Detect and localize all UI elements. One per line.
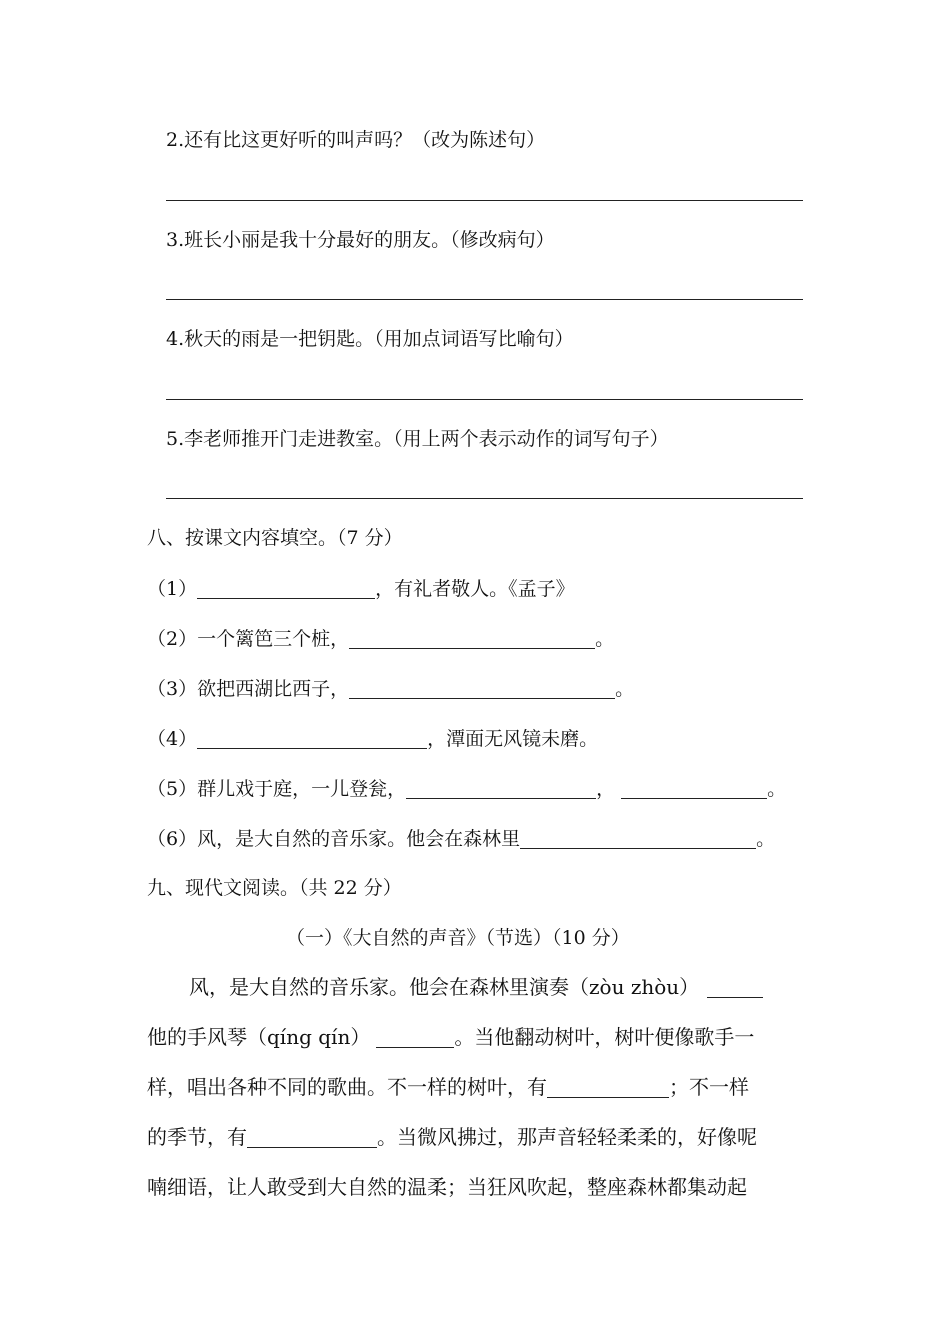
answer-line-4[interactable] xyxy=(166,399,803,400)
item-text: ， xyxy=(596,778,616,800)
fill-blank[interactable] xyxy=(349,628,595,649)
answer-line-5[interactable] xyxy=(166,498,803,499)
passage-text: 。当他翻动树叶，树叶便像歌手一 xyxy=(454,1025,755,1049)
item-number: （2） xyxy=(147,628,198,650)
fill-item-1 xyxy=(147,576,575,602)
item-number: （3） xyxy=(147,678,198,700)
question-2-text: 2.还有比这更好听的叫声吗？（改为陈述句） xyxy=(166,129,546,151)
question-4-text: 4.秋天的雨是一把钥匙。（用加点词语写比喻句） xyxy=(166,328,574,350)
fill-blank[interactable] xyxy=(707,977,763,998)
passage-line-1 xyxy=(189,974,763,1000)
section-8-heading: 八、按课文内容填空。（7 分） xyxy=(147,527,403,549)
item-number: （1） xyxy=(147,578,198,600)
item-number: （4） xyxy=(147,728,198,750)
fill-blank[interactable] xyxy=(547,1077,669,1098)
passage-text: 他的手风琴（qíng qín） xyxy=(147,1025,371,1049)
question-3-text: 3.班长小丽是我十分最好的朋友。（修改病句） xyxy=(166,229,555,251)
question-5-text: 5.李老师推开门走进教室。（用上两个表示动作的词写句子） xyxy=(166,428,669,450)
fill-item-6 xyxy=(147,826,775,852)
section-9-heading: 九、现代文阅读。（共 22 分） xyxy=(147,877,402,899)
fill-blank[interactable] xyxy=(197,578,375,599)
passage-text: 风，是大自然的音乐家。他会在森林里演奏（zòu zhòu） xyxy=(189,975,700,999)
passage-line-5 xyxy=(147,1174,747,1200)
passage-text: 喃细语，让人敢受到大自然的温柔；当狂风吹起，整座森林都集动起 xyxy=(147,1175,747,1199)
passage-text: ；不一样 xyxy=(669,1075,749,1099)
fill-blank[interactable] xyxy=(621,778,767,799)
passage-line-4 xyxy=(147,1124,757,1150)
fill-blank[interactable] xyxy=(197,728,427,749)
item-text: 。 xyxy=(767,778,787,800)
fill-blank[interactable] xyxy=(520,828,756,849)
question-3 xyxy=(166,227,555,253)
fill-blank[interactable] xyxy=(376,1027,454,1048)
passage-text: 样，唱出各种不同的歌曲。不一样的树叶，有 xyxy=(147,1075,547,1099)
answer-line-2[interactable] xyxy=(166,200,803,201)
fill-item-4 xyxy=(147,726,598,752)
section-9-subheading: （一）《大自然的声音》（节选）（10 分） xyxy=(286,927,630,949)
question-4 xyxy=(166,326,574,352)
item-text: 群儿戏于庭，一儿登瓮， xyxy=(197,778,407,800)
fill-blank[interactable] xyxy=(349,678,615,699)
item-text: 。 xyxy=(756,828,776,850)
item-number: （5） xyxy=(147,778,198,800)
item-text: 风，是大自然的音乐家。他会在森林里 xyxy=(197,828,521,850)
item-text: 一个篱笆三个桩， xyxy=(197,628,350,650)
question-5 xyxy=(166,426,669,452)
item-text: ，有礼者敬人。《孟子》 xyxy=(375,578,575,600)
item-text: 欲把西湖比西子， xyxy=(197,678,350,700)
item-number: （6） xyxy=(147,828,198,850)
fill-item-2 xyxy=(147,626,614,652)
fill-item-3 xyxy=(147,676,634,702)
item-text: ，潭面无风镜未磨。 xyxy=(427,728,599,750)
question-2 xyxy=(166,127,545,153)
passage-text: 。当微风拂过，那声音轻轻柔柔的，好像呢 xyxy=(377,1125,757,1149)
item-text: 。 xyxy=(595,628,615,650)
item-text: 。 xyxy=(615,678,635,700)
fill-blank[interactable] xyxy=(406,778,596,799)
passage-line-2 xyxy=(147,1024,754,1050)
answer-line-3[interactable] xyxy=(166,299,803,300)
passage-line-3 xyxy=(147,1074,749,1100)
fill-blank[interactable] xyxy=(247,1127,377,1148)
fill-item-5 xyxy=(147,776,786,802)
passage-text: 的季节，有 xyxy=(147,1125,247,1149)
